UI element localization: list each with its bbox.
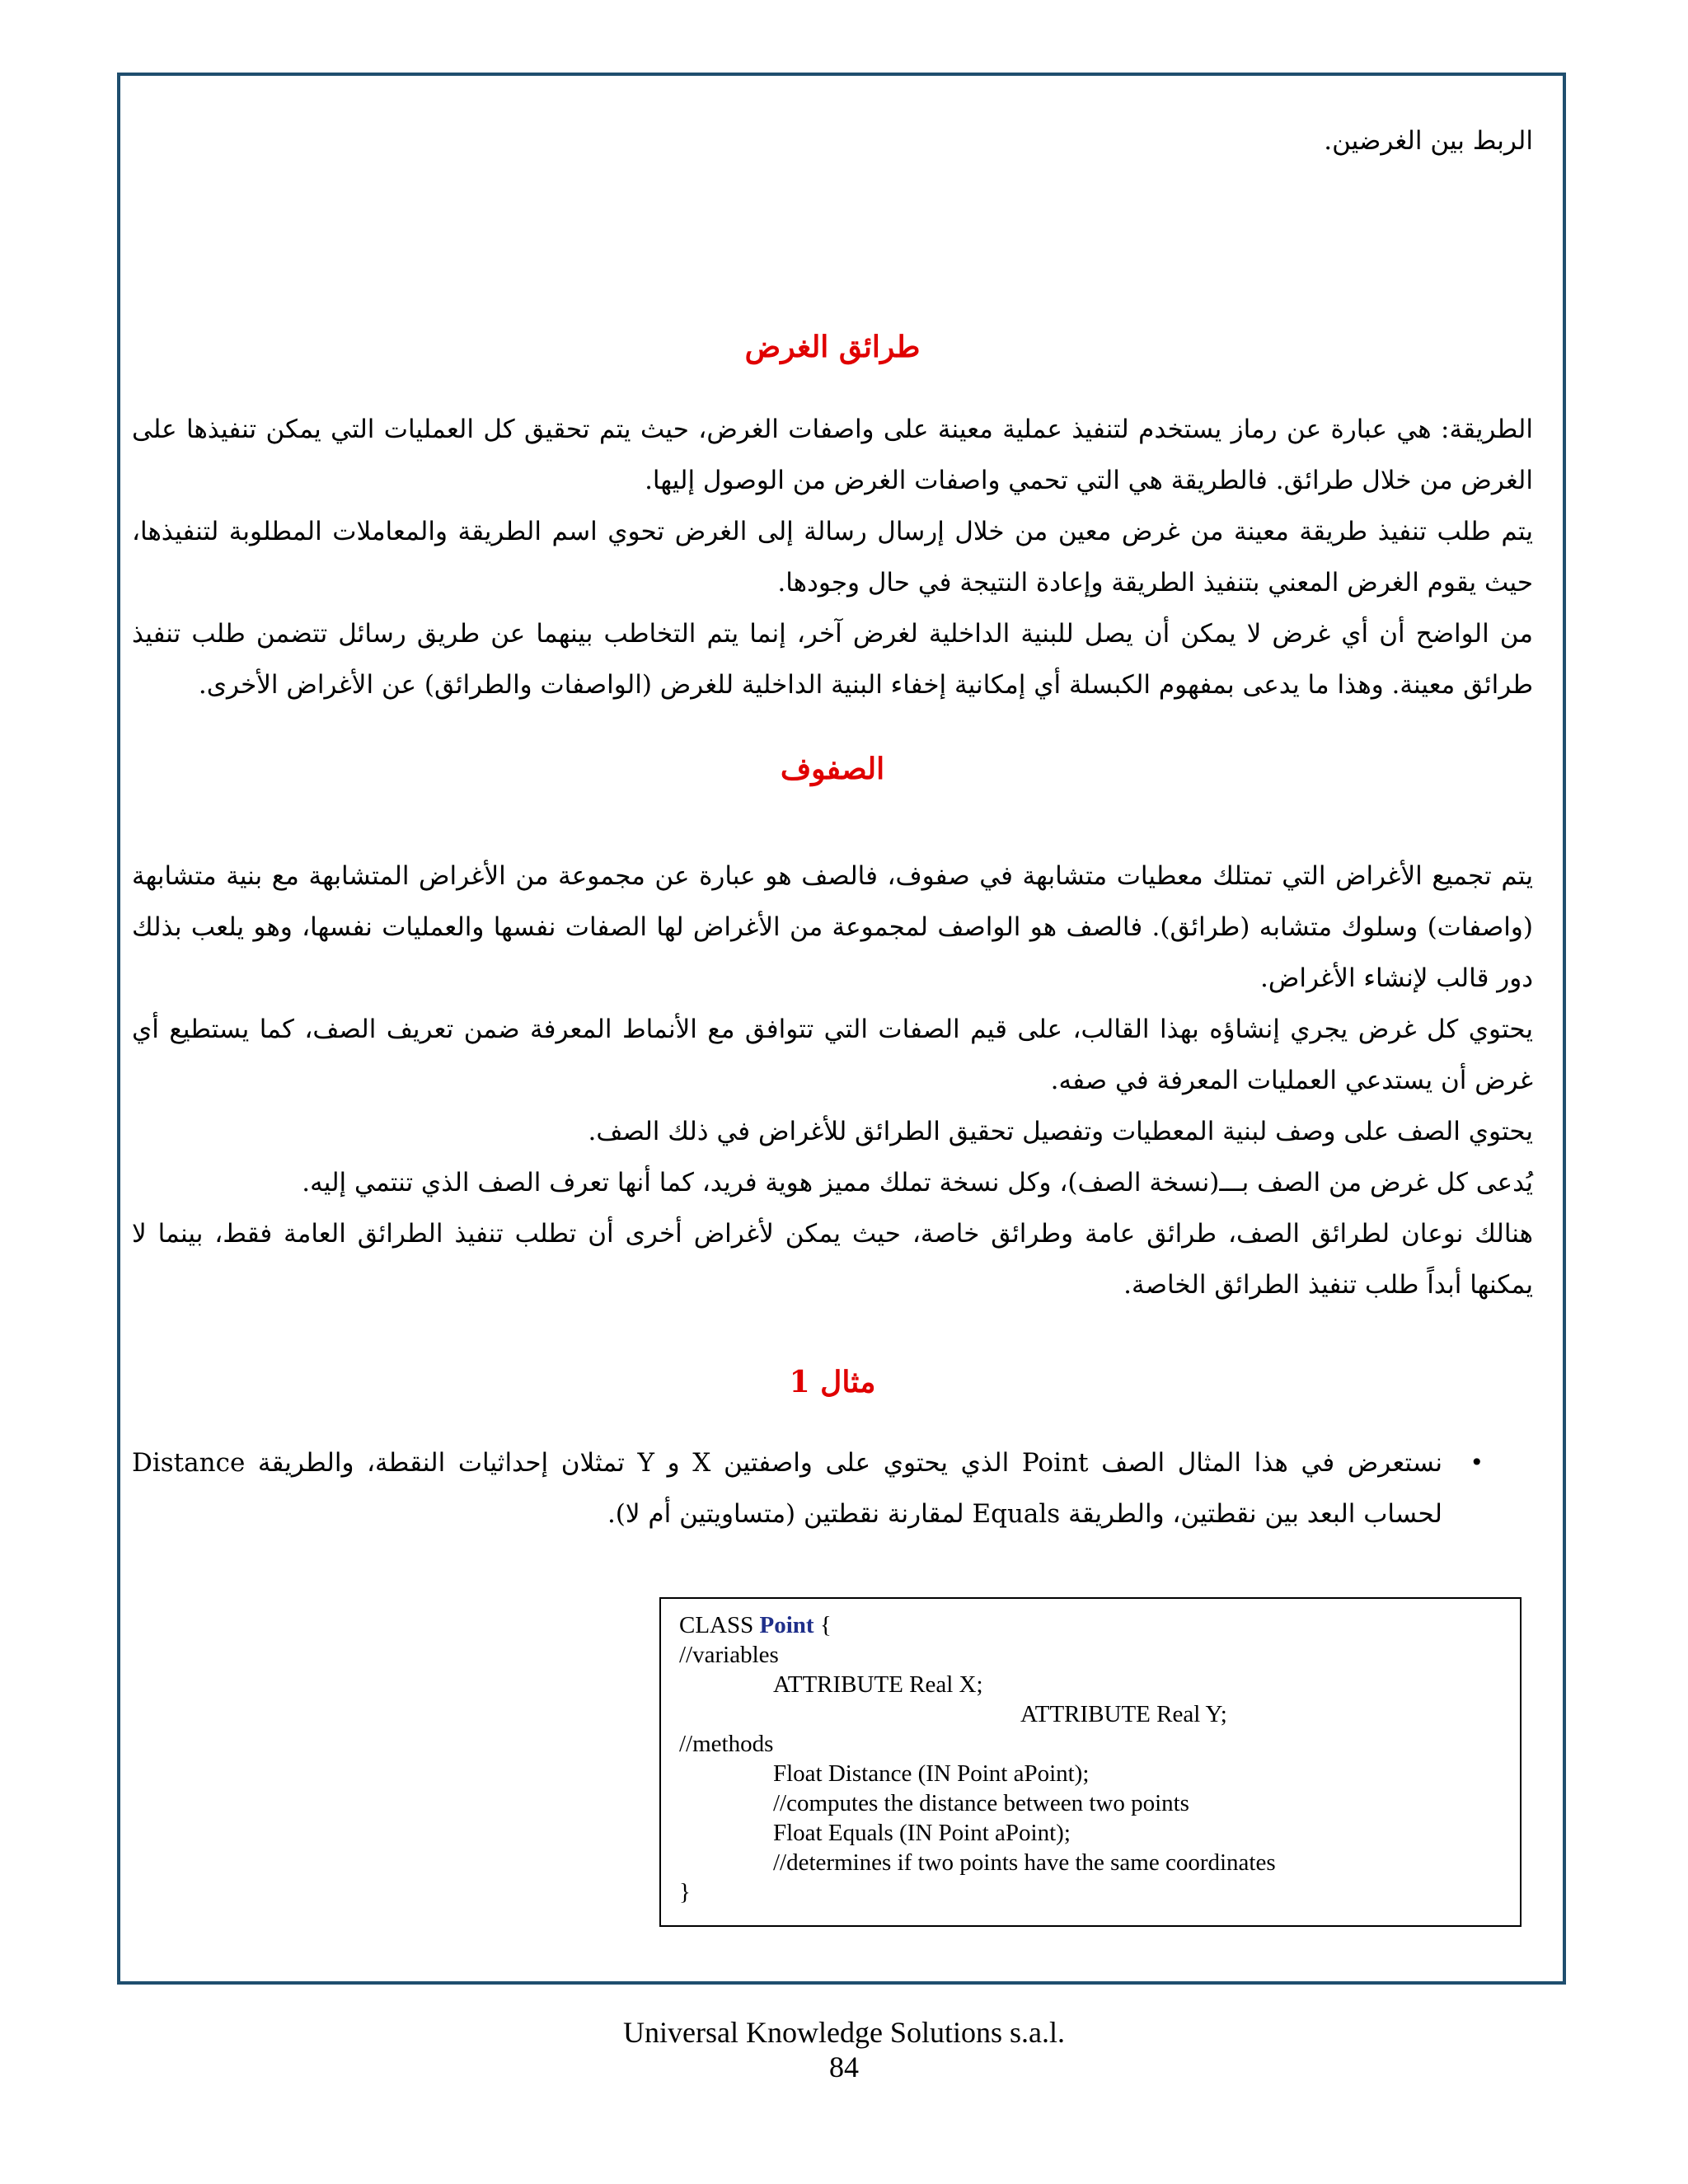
code-comment-equals: //determines if two points have the same coordinates xyxy=(773,1849,1276,1876)
top-line: الربط بين الغرضين. xyxy=(1324,126,1533,156)
code-attribute-y: ATTRIBUTE Real Y; xyxy=(1020,1701,1227,1727)
code-class-keyword: CLASS xyxy=(679,1612,760,1638)
example-bullet-text: نستعرض في هذا المثال الصف Point الذي يحتوي على واصفتين X و Y تمثلان إحداثيات النقطة، والطريقة Distance لحساب البعد بين نقطتين، والطريقة Equals لمقارنة نقطتين (متساويتين أم لا). xyxy=(132,1448,1442,1529)
code-comment-distance: //computes the distance between two points xyxy=(773,1790,1189,1816)
code-method-equals: Float Equals (IN Point aPoint); xyxy=(773,1820,1071,1846)
classes-paragraph-5: هنالك نوعان لطرائق الصف، طرائق عامة وطرائق خاصة، حيث يمكن لأغراض أخرى أن تطلب تنفيذ الطرائق العامة فقط، بينما لا يمكنها أبداً طلب تنفيذ الطرائق الخاصة. xyxy=(132,1219,1533,1300)
code-close-brace: } xyxy=(679,1879,691,1905)
code-class-declaration xyxy=(679,1610,1502,1640)
classes-paragraph-4: يُدعى كل غرض من الصف بـــ(نسخة الصف)، وكل نسخة تملك مميز هوية فريد، كما أنها تعرف الصف الذي تنتمي إليه. xyxy=(302,1168,1533,1197)
code-comment-variables: //variables xyxy=(679,1642,779,1668)
page-footer xyxy=(0,2015,1688,2084)
methods-paragraph-3: من الواضح أن أي غرض لا يمكن أن يصل للبنية الداخلية لغرض آخر، إنما يتم التخاطب بينهما عن طريق رسائل تتضمن طلب تنفيذ طرائق معينة. وهذا ما يدعى بمفهوم الكبسلة أي إمكانية إخفاء البنية الداخلية للغرض (الواصفات والطرائق) عن الأغراض الأخرى. xyxy=(132,619,1533,700)
code-block xyxy=(659,1597,1522,1927)
footer-page-number: 84 xyxy=(829,2050,859,2083)
heading-example-1: مثال 1 xyxy=(789,1365,876,1399)
classes-paragraph-3: يحتوي الصف على وصف لبنية المعطيات وتفصيل تحقيق الطرائق للأغراض في ذلك الصف. xyxy=(588,1117,1533,1146)
code-attribute-x: ATTRIBUTE Real X; xyxy=(773,1671,983,1698)
classes-paragraph-1: يتم تجميع الأغراض التي تمتلك معطيات متشابهة في صفوف، فالصف هو عبارة عن مجموعة من الأغراض المتشابهة مع بنية متشابهة (واصفات) وسلوك متشابه (طرائق). فالصف هو الواصف لمجموعة من الأغراض لها الصفات نفسها والعمليات نفسها، وهو يلعب بذلك دور قالب لإنشاء الأغراض. xyxy=(132,861,1534,993)
bullet-icon: • xyxy=(1470,1449,1484,1476)
code-comment-methods: //methods xyxy=(679,1731,774,1757)
methods-paragraph-2: يتم طلب تنفيذ طريقة معينة من غرض معين من خلال إرسال رسالة إلى الغرض تحوي اسم الطريقة والمعاملات المطلوبة لتنفيذها، حيث يقوم الغرض المعني بتنفيذ الطريقة وإعادة النتيجة في حال وجودها. xyxy=(132,517,1533,598)
document-body xyxy=(132,115,1533,1540)
heading-classes: الصفوف xyxy=(780,752,885,786)
classes-paragraph-2: يحتوي كل غرض يجري إنشاؤه بهذا القالب، على قيم الصفات التي تتوافق مع الأنماط المعرفة ضمن تعريف الصف، كما يستطيع أي غرض أن يستدعي العمليات المعرفة في صفه. xyxy=(132,1015,1533,1095)
methods-paragraph-1: الطريقة: هي عبارة عن رماز يستخدم لتنفيذ عملية معينة على واصفات الغرض، حيث يتم تحقيق كل العمليات التي يمكن تنفيذها على الغرض من خلال طرائق. فالطريقة هي التي تحمي واصفات الغرض من الوصول إليها. xyxy=(132,415,1533,495)
code-open-brace: { xyxy=(814,1612,832,1638)
code-method-distance: Float Distance (IN Point aPoint); xyxy=(773,1760,1090,1787)
code-class-name: Point xyxy=(759,1612,814,1638)
heading-object-methods: طرائق الغرض xyxy=(744,330,921,364)
example-bullet-item xyxy=(132,1437,1533,1540)
footer-company: Universal Knowledge Solutions s.a.l. xyxy=(623,2016,1065,2049)
